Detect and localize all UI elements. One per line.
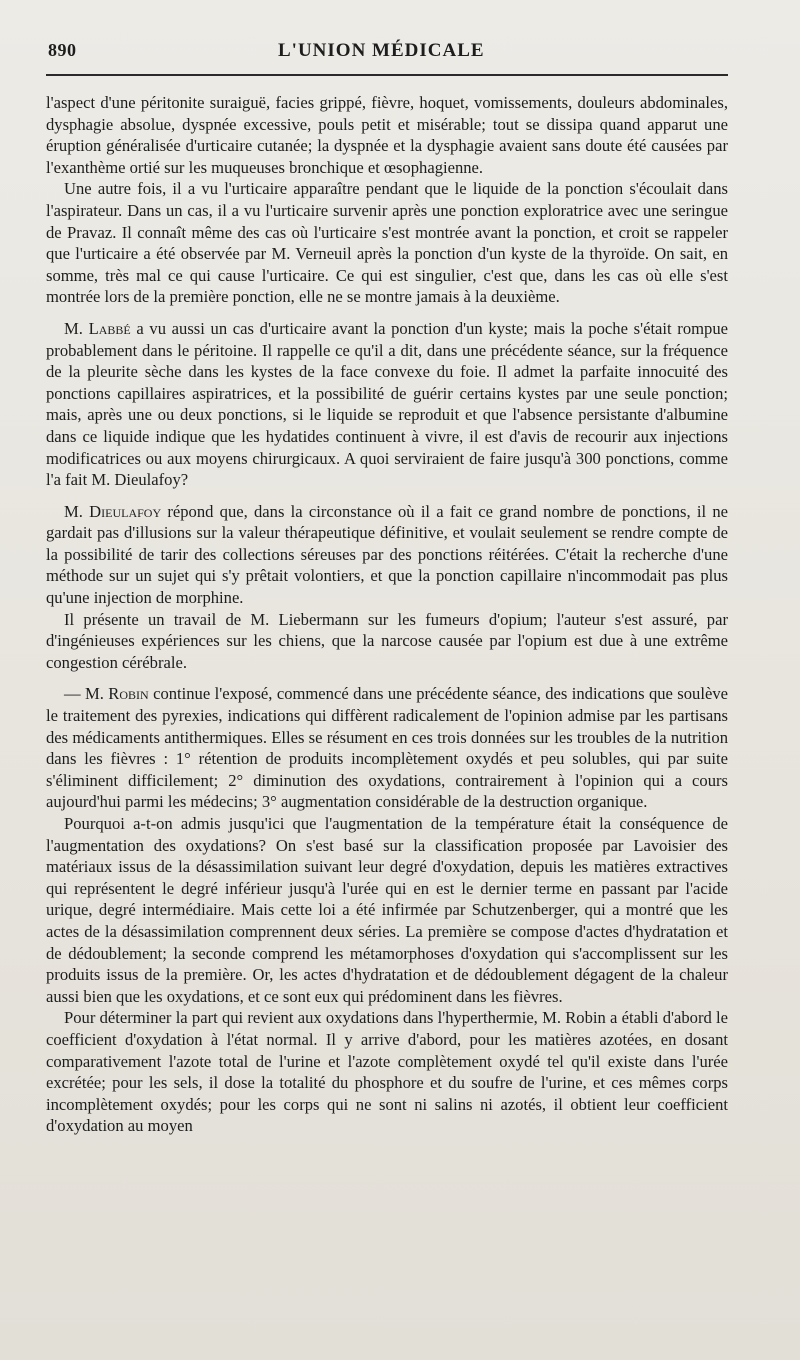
paragraph xyxy=(46,501,728,609)
header-rule xyxy=(46,74,728,76)
paragraph-text: Pourquoi a-t-on admis jusqu'ici que l'augmentation de la température était la conséquence de l'augmentation des oxydations? On s'est basé sur la classification proposée par Lavoisier des matériaux issus de la désassimilation suivant leur degré d'oxydation, depuis les matières extractives qui représentent le degré inférieur jusqu'à l'urée qui en est le dernier terme en passant par l'acide urique, degré intermédiaire. Mais cette loi a été infirmée par Schutzenberger, qui a montré que les actes de la désassimilation comprennent deux séries. La première se compose d'actes d'hydratation et de dédoublement; la seconde comprend les métamorphoses d'oxydation qui s'accomplissent sur les produits issus de la première. Or, les actes d'hydratation et de dédoublement dégagent de la chaleur aussi bien que les oxydations, et ce sont eux qui prédominent dans les fièvres. xyxy=(46,814,728,1006)
paragraph-text: a vu aussi un cas d'urticaire avant la ponction d'un kyste; mais la poche s'était rompue probablement dans le péritoine. Il rappelle ce qu'il a dit, dans une précédente séance, sur la fréquence de la pleurite sèche dans les kystes de la face convexe du foie. Il admet la parfaite innocuité des ponctions capillaires aspiratrices, et la possibilité de guérir certains kystes par une seule ponction; mais, après une ou deux ponctions, si le liquide se reproduit et que l'absence persistante d'albumine dans ce liquide indique que les hydatides continuent à vivre, il est d'avis de recourir aux injections modificatrices ou aux moyens chirurgicaux. A quoi serviraient de faire jusqu'à 300 ponctions, comme l'a fait M. Dieulafoy? xyxy=(46,318,728,490)
speaker-lead: — M. xyxy=(64,684,109,704)
paragraph xyxy=(46,318,728,491)
paragraph-text: répond que, dans la circonstance où il a fait ce grand nombre de ponctions, il ne gardait pas d'illusions sur la valeur thérapeutique définitive, et voulait seulement se rendre compte de la possibilité de tarir des collections séreuses par des ponctions réitérées. C'était la recherche d'une méthode sur un sujet qui s'y prêtait volontiers, et que la ponction capillaire n'incommodait pas plus qu'une injection de morphine. xyxy=(46,501,728,608)
paragraph xyxy=(46,178,728,308)
speaker-lead: M. xyxy=(64,318,89,338)
paragraph xyxy=(46,683,728,813)
paragraph xyxy=(46,813,728,1007)
page-number: 890 xyxy=(48,40,77,60)
paragraph-text: Une autre fois, il a vu l'urticaire apparaître pendant que le liquide de la ponction s'écoulait dans l'aspirateur. Dans un cas, il a vu l'urticaire survenir après une ponction exploratrice avec une seringue de Pravaz. Il connaît même des cas où l'urticaire s'est montrée avant la ponction, et croit se rappeler que l'urticaire a été observée par M. Verneuil après la ponction d'un kyste de la thyroïde. On sait, en somme, très mal ce qui cause l'urticaire. Ce qui est singulier, c'est que, dans les cas où elle s'est montrée lors de la première ponction, elle ne se montre jamais à la deuxième. xyxy=(46,179,728,307)
paragraph xyxy=(46,1007,728,1137)
page-header xyxy=(46,40,728,62)
paragraph-text: l'aspect d'une péritonite suraiguë, facies grippé, fièvre, hoquet, vomissements, douleurs abdominales, dysphagie absolue, dyspnée excessive, pouls petit et misérable; tout se dissipa quand apparut une éruption généralisée d'urticaire cutanée; la dyspnée et la dysphagie avaient sans doute été causées par l'exanthème ortié sur les muqueuses bronchique et œsophagienne. xyxy=(46,93,728,177)
speaker-name: Dieulafoy xyxy=(89,501,162,521)
paragraph-text: Il présente un travail de M. Liebermann sur les fumeurs d'opium; l'auteur s'est assuré, par d'ingénieuses expériences sur les chiens, que la narcose causée par l'opium est due à une extrême congestion cérébrale. xyxy=(46,609,728,672)
speaker-lead: M. xyxy=(64,501,90,521)
paragraph-text: continue l'exposé, commencé dans une précédente séance, des indications que soulève le traitement des pyrexies, indications qui diffèrent radicalement de l'opinion admise par les partisans des médicaments antithermiques. Elles se résument en ces trois données sur les troubles de la nutrition dans les fièvres : 1° rétention de produits incomplètement oxydés et peu solubles, qui par suite s'éliminent difficilement; 2° diminution des oxydations, contrairement à l'opinion qui a cours aujourd'hui parmi les médecins; 3° augmentation considérable de la destruction organique. xyxy=(46,684,728,812)
paragraph-text: Pour déterminer la part qui revient aux oxydations dans l'hyperthermie, M. Robin a établi d'abord le coefficient d'oxydation à l'état normal. Il y arrive d'abord, pour les matières azotées, en dosant comparativement l'azote total de l'urine et l'azote complètement oxydé tel qu'il existe dans l'urée excrétée; pour les sels, il dose la totalité du phosphore et du soufre de l'urine, et ces mêmes corps incomplètement oxydés; pour les corps qui ne sont ni salins ni azotés, il obtient leur coefficient d'oxydation au moyen xyxy=(46,1008,728,1136)
body-text xyxy=(46,92,728,1137)
speaker-name: Robin xyxy=(108,684,149,704)
paragraph xyxy=(46,92,728,178)
running-title: L'UNION MÉDICALE xyxy=(278,40,485,61)
speaker-name: Labbé xyxy=(88,318,131,338)
paragraph xyxy=(46,609,728,674)
